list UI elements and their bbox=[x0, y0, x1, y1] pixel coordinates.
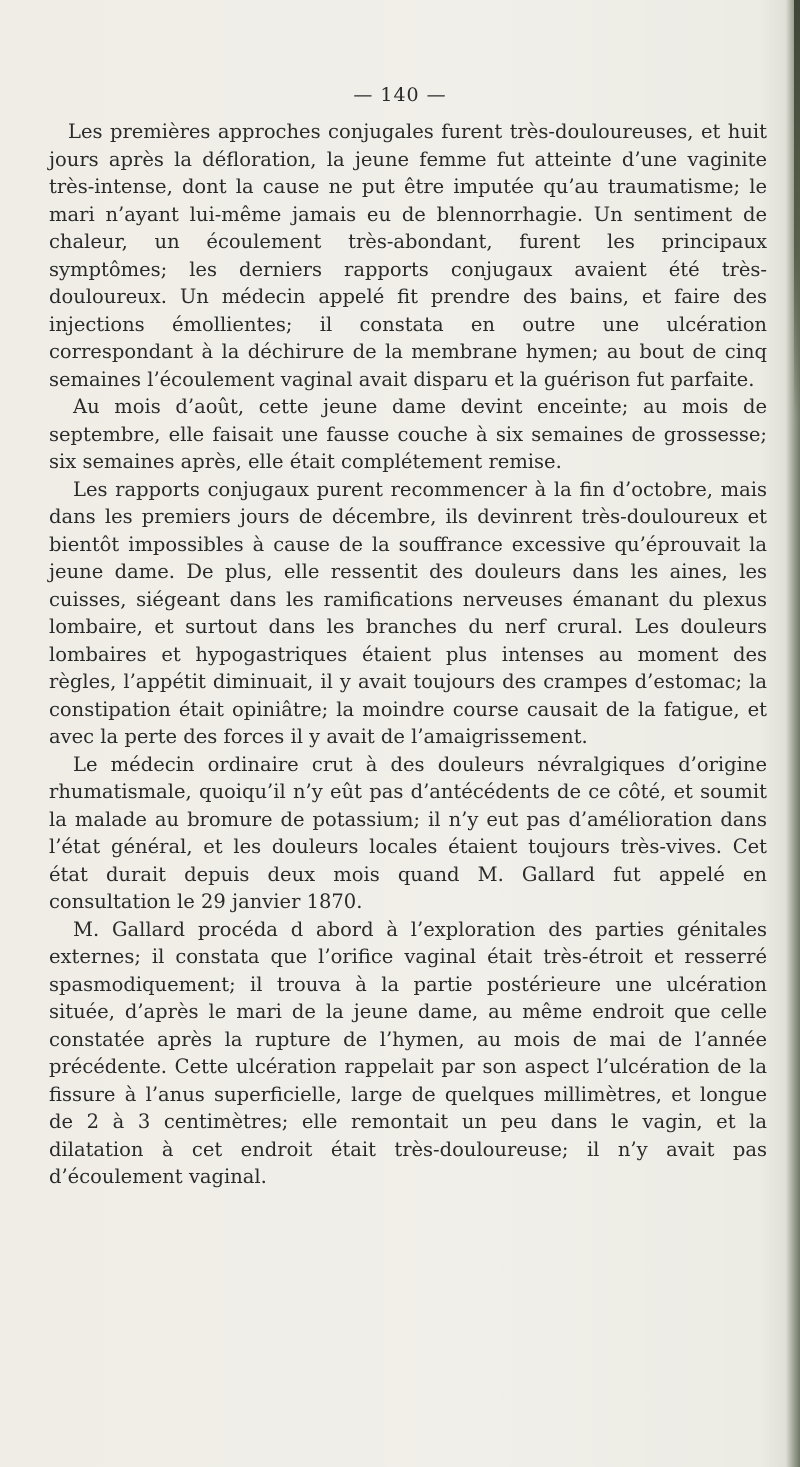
paragraph: M. Gallard procéda d abord à l’exploration des parties génitales externes; il constata que l’orifice vaginal était très-étroit et resserré spasmodiquement; il trouva à la partie postérieure une ulcération située, d’après le mari de la jeune dame, au même endroit que celle constatée après la rupture de l’hymen, au mois de mai de l’année précédente. Cette ulcération rappelait par son aspect l’ulcération de la fissure à l’anus superficielle, large de quelques millimètres, et longue de 2 à 3 centimètres; elle remontait un peu dans le vagin, et la dilatation à cet endroit était très-douloureuse; il n’y avait pas d’écoulement vaginal. bbox=[49, 917, 767, 1188]
body-text bbox=[49, 118, 767, 1191]
page-number: — 140 — bbox=[353, 84, 447, 106]
paragraph: Les premières approches conjugales furent très-douloureuses, et huit jours après la défloration, la jeune femme fut atteinte d’une vaginite très-intense, dont la cause ne put être imputée qu’au traumatisme; le mari n’ayant lui-même jamais eu de blennorrhagie. Un sentiment de chaleur, un écoulement très-abondant, furent les principaux symptômes; les derniers rapports conjugaux avaient été très-douloureux. Un médecin appelé fit prendre des bains, et faire des injections émollientes; il constata en outre une ulcération correspondant à la déchirure de la membrane hymen; au bout de cinq semaines l’écoulement vaginal avait disparu et la guérison fut parfaite. bbox=[49, 120, 767, 391]
paragraph: Le médecin ordinaire crut à des douleurs névralgiques d’origine rhumatismale, quoiqu’il n’y eût pas d’antécédents de ce côté, et soumit la malade au bromure de potassium; il n’y eut pas d’amélioration dans l’état général, et les douleurs locales étaient toujours très-vives. Cet état durait depuis deux mois quand M. Gallard fut appelé en consultation le 29 janvier 1870. bbox=[49, 752, 767, 913]
paragraph: Les rapports conjugaux purent recommencer à la fin d’octobre, mais dans les premiers jours de décembre, ils devinrent très-douloureux et bientôt impossibles à cause de la souffrance excessive qu’éprouvait la jeune dame. De plus, elle ressentit des douleurs dans les aines, les cuisses, siégeant dans les ramifications nerveuses émanant du plexus lombaire, et surtout dans les branches du nerf crural. Les douleurs lombaires et hypogastriques étaient plus intenses au moment des règles, l’appétit diminuait, il y avait toujours des crampes d’estomac; la constipation était opiniâtre; la moindre course causait de la fatigue, et avec la perte des forces il y avait de l’amaigrissement. bbox=[49, 477, 767, 748]
binding-shadow bbox=[794, 0, 800, 420]
paragraph: Au mois d’août, cette jeune dame devint enceinte; au mois de septembre, elle faisait une fausse couche à six semaines de grossesse; six semaines après, elle était complétement remise. bbox=[49, 395, 767, 473]
